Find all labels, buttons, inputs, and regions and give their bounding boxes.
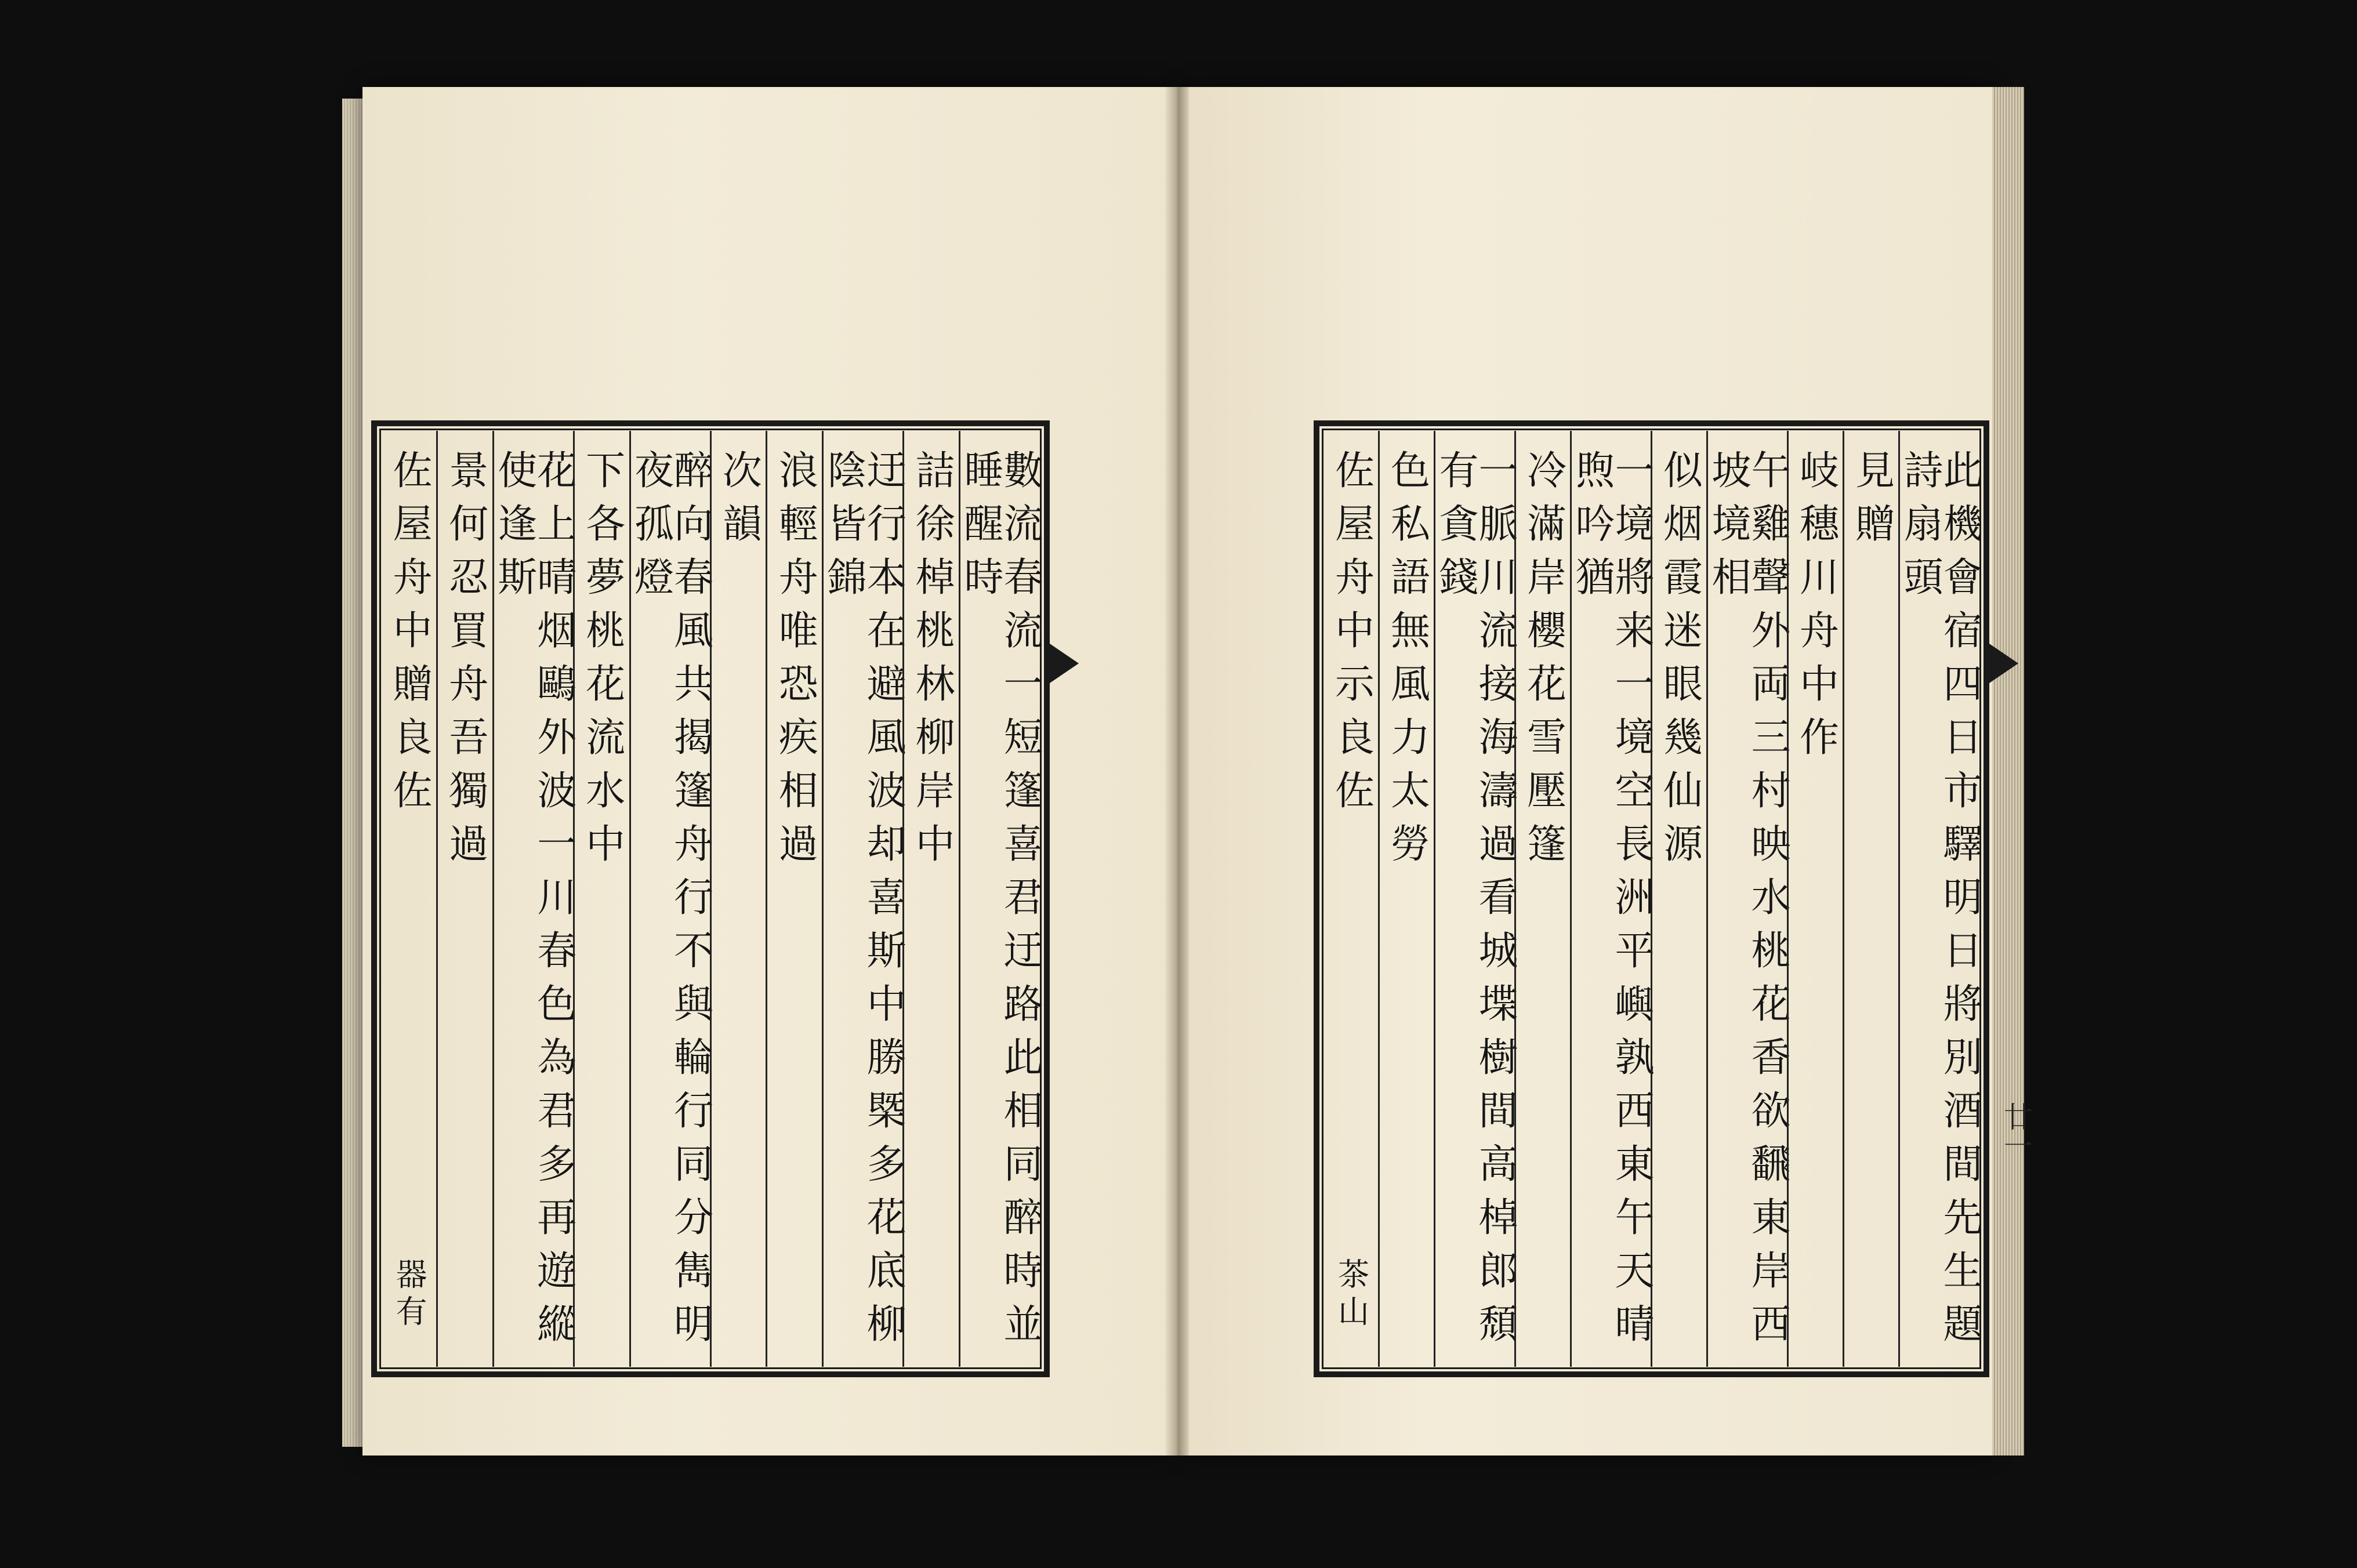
right-col-3 <box>1787 431 1843 1367</box>
text-line: 詰徐棹桃林柳岸中 <box>909 449 955 876</box>
poem-title: 佐屋舟中示良佐 <box>1328 449 1375 823</box>
text-line: 次韻 <box>716 449 762 556</box>
text-line: 此機會宿四日市驛明日將別酒間先生題詩扇頭 <box>1897 449 1982 1356</box>
left-col-5 <box>710 431 766 1367</box>
text-line: 下各夢桃花流水中 <box>579 449 625 876</box>
left-col-7 <box>573 431 629 1367</box>
text-line: 色私語無風力太勞 <box>1384 449 1430 876</box>
right-col-6 <box>1569 431 1654 1367</box>
left-columns <box>382 431 1043 1367</box>
poem-title: 佐屋舟中贈良佐 <box>386 449 432 823</box>
author-signature: 茶山 <box>1333 1258 1370 1332</box>
text-line: 一脈川流接海濤過看城堞樹間高棹郎頹有貪錢 <box>1433 449 1518 1356</box>
text-line: 一境將来一境空長洲平嶼孰西東午天晴煦吟猶 <box>1569 449 1654 1356</box>
right-col-10 <box>1324 431 1378 1367</box>
left-col-10 <box>382 431 436 1367</box>
author-signature: 器有 <box>390 1258 427 1332</box>
text-line: 浪輕舟唯恐疾相過 <box>772 449 818 876</box>
text-line: 數流春流一短篷喜君迂路此相同醉時並睡醒時 <box>958 449 1043 1356</box>
right-col-8 <box>1433 431 1518 1367</box>
left-col-1 <box>958 431 1043 1367</box>
right-page-edges <box>1992 87 2024 1456</box>
text-line: 迂行本在避風波却喜斯中勝槩多花底柳陰皆錦 <box>821 449 906 1356</box>
text-line: 午雞聲外両三村映水桃花香欲飜東岸西坡境相 <box>1705 449 1790 1356</box>
text-line: 見贈 <box>1848 449 1895 556</box>
left-fish-tail-mark <box>1050 644 1079 683</box>
right-col-7 <box>1514 431 1570 1367</box>
right-col-5 <box>1651 431 1706 1367</box>
right-columns <box>1324 431 1982 1367</box>
text-line: 冷滿岸櫻花雪壓篷 <box>1520 449 1567 876</box>
right-col-1 <box>1897 431 1982 1367</box>
right-text-frame <box>1314 420 1989 1377</box>
right-col-4 <box>1705 431 1790 1367</box>
text-line: 似烟霞迷眼幾仙源 <box>1656 449 1703 876</box>
left-col-2 <box>902 431 959 1367</box>
text-line: 醉向春風共揭篷舟行不與輪行同分雋明夜孤燈 <box>628 449 713 1356</box>
left-col-4 <box>766 431 822 1367</box>
left-col-3 <box>821 431 906 1367</box>
right-col-9 <box>1378 431 1434 1367</box>
left-col-9 <box>436 431 492 1367</box>
right-fish-tail-mark <box>1989 644 2018 683</box>
book-gutter <box>1166 87 1189 1456</box>
text-line: 景何忍買舟吾獨過 <box>442 449 488 876</box>
text-line: 花上晴烟鷗外波一川春色為君多再遊縱使逢斯 <box>491 449 576 1356</box>
left-text-frame <box>371 420 1050 1377</box>
left-col-6 <box>628 431 713 1367</box>
poem-title: 岐穗川舟中作 <box>1793 449 1839 770</box>
page-number: 廿一 <box>1999 1102 2033 1160</box>
left-col-8 <box>491 431 576 1367</box>
right-col-2 <box>1843 431 1898 1367</box>
